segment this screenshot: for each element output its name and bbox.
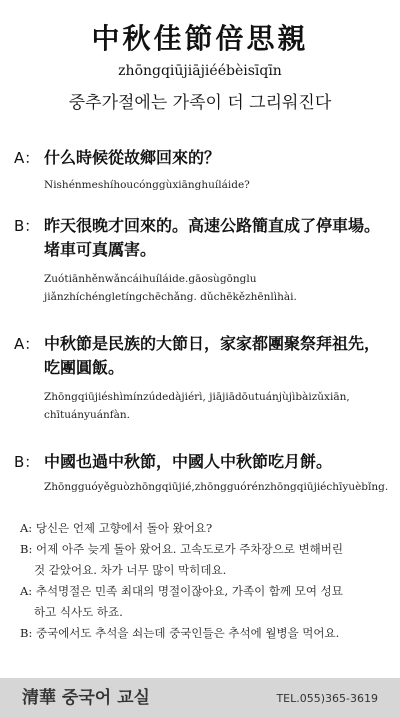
- title-korean: 중추가절에는 가족이 더 그리워진다: [68, 93, 332, 113]
- pinyin-line: Zuótiānhěnwǎncáihuíláide.gāosùgōnglu jiǎnzhíchénglеtíngchēchǎng. dǔchēkězhēnlìhài.: [44, 273, 297, 303]
- footer-bar: [0, 678, 400, 718]
- translation-line: 것 같았어요. 차가 너무 많이 막히데요.: [34, 563, 227, 577]
- translation-line: B: 중국에서도 추석을 쇠는데 중국인들은 추석에 월병을 먹어요.: [20, 626, 340, 640]
- school-logo: 清華 중국어 교실: [22, 688, 150, 708]
- title-pinyin: zhōngqiūjiājiéébèisīqīn: [118, 63, 282, 79]
- chinese-line: 中國也過中秋節，中國人中秋節吃月餅。: [44, 452, 333, 471]
- phone-number: TEL.055)365-3619: [276, 692, 378, 705]
- chinese-line: 昨天很晚才回來的。高速公路簡直成了停車場。堵車可真厲害。: [44, 216, 381, 259]
- translation-line: B: 어제 아주 늦게 돌아 왔어요. 고속도로가 주차장으로 변해버린: [20, 542, 343, 556]
- speaker-label: B：: [14, 453, 40, 471]
- speaker-label: A：: [14, 149, 40, 167]
- translation-line: A: 당신은 언제 고향에서 돌아 왔어요?: [20, 521, 213, 535]
- translation-line: 하고 식사도 하죠.: [34, 605, 123, 619]
- page-title: 中秋佳節倍思親: [91, 22, 309, 55]
- pinyin-line: Zhōngqiūjiéshìmínzúdedàjiérì, jiājiādōutuánjùjìbàizǔxiān, chītuányuánfàn.: [44, 391, 350, 421]
- chinese-line: 什么時候從故鄉回來的？: [44, 148, 221, 167]
- speaker-label: A：: [14, 335, 40, 353]
- pinyin-line: Nishénmeshíhoucónggùxiānghuíláide?: [44, 179, 250, 191]
- speaker-label: B：: [14, 217, 40, 235]
- korean-translation: [20, 518, 388, 644]
- chinese-line: 中秋節是民族的大節日，家家都團聚祭拜祖先，吃團圓飯。: [44, 334, 381, 377]
- pinyin-line: Zhōngguóyěguòzhōngqiūjié,zhōngguórénzhōngqiūjiéchīyuèbǐng.: [44, 481, 389, 493]
- translation-line: A: 추석명절은 민족 최대의 명절이잖아요, 가족이 함께 모여 성묘: [20, 584, 343, 598]
